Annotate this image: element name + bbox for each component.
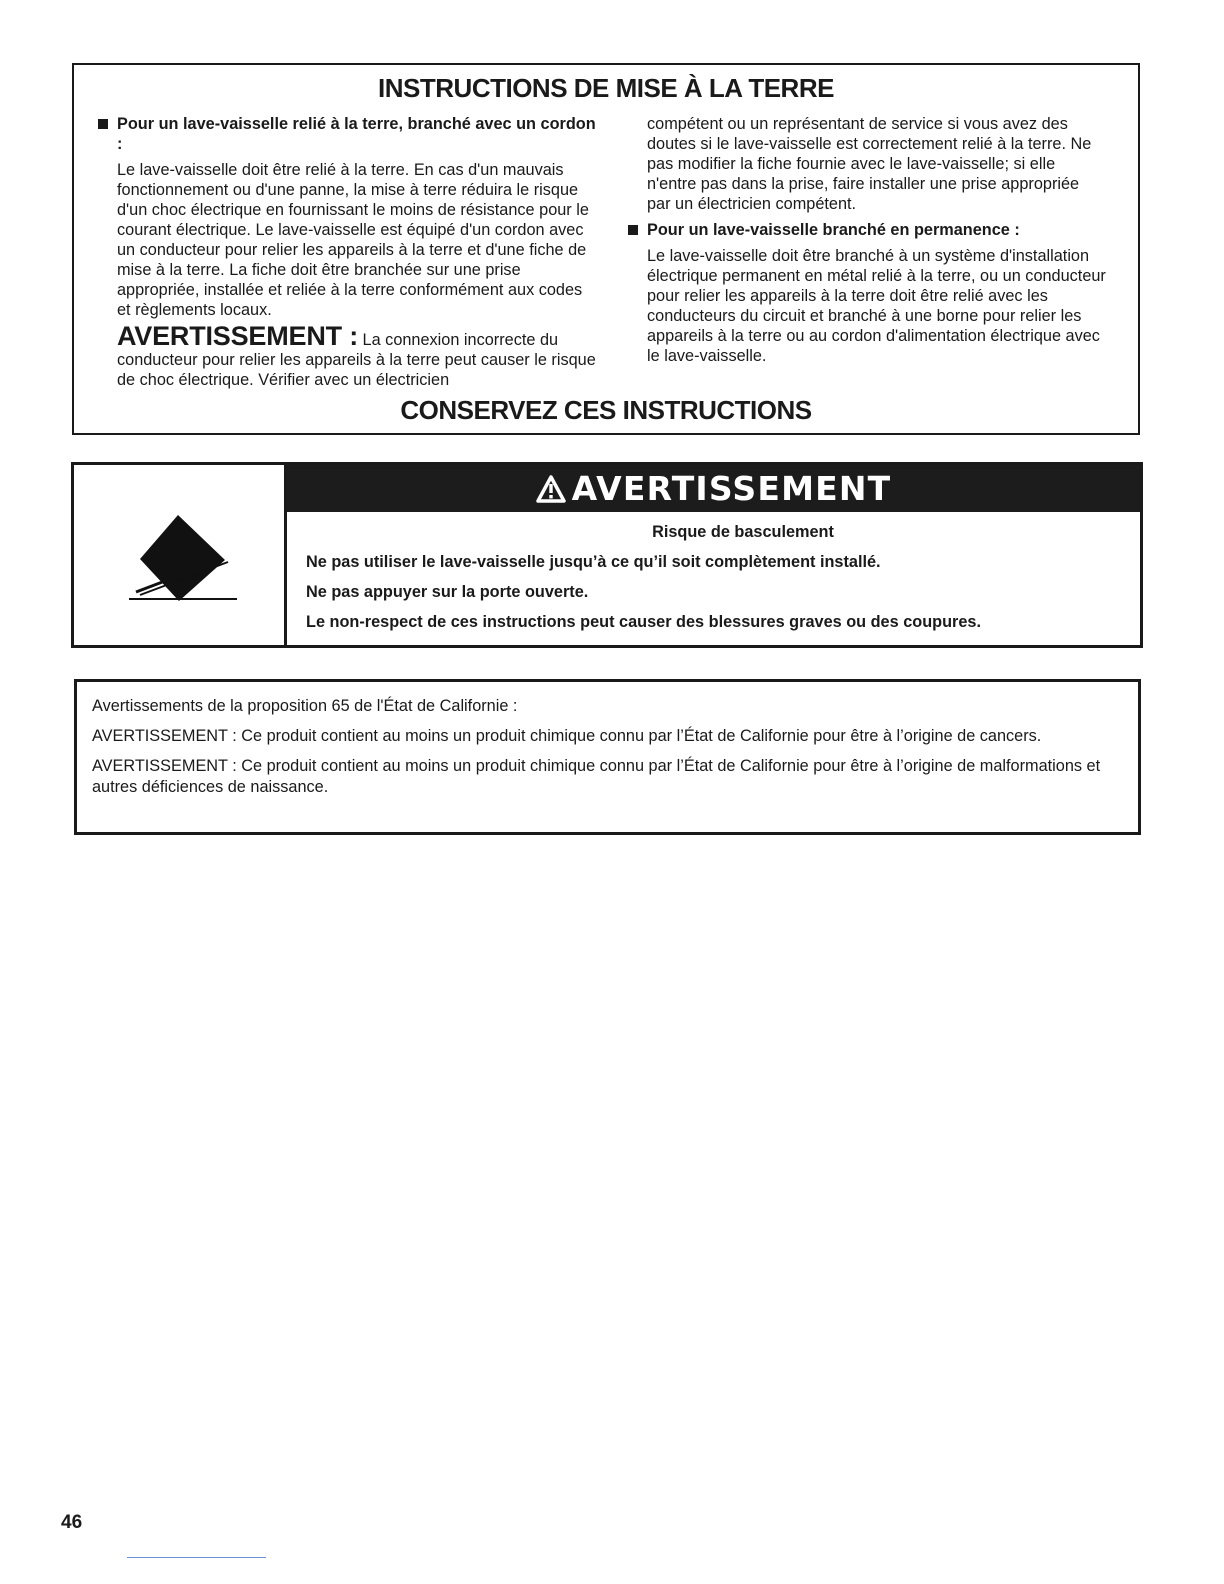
square-bullet-icon	[98, 119, 108, 129]
tip-over-warning-text	[306, 523, 1120, 643]
grounding-right-column	[626, 114, 1106, 366]
prop65-cancer-warning: AVERTISSEMENT : Ce produit contient au moins un produit chimique connu par l’État de Californie pour être à l’origine de cancers.	[92, 727, 1042, 745]
tip-over-subtitle: Risque de basculement	[652, 523, 834, 541]
warning-triangle-icon	[536, 475, 566, 503]
cord-connected-heading-text: Pour un lave-vaisselle relié à la terre, branché avec un cordon :	[117, 115, 596, 153]
prop65-text	[92, 696, 1108, 807]
warning-text: La connexion incorrecte du conducteur pour relier les appareils à la terre peut causer le risque de choc électrique. Vérifier avec un électricien	[117, 331, 596, 389]
page-number: 46	[61, 1512, 83, 1533]
prop65-heading: Avertissements de la proposition 65 de l'État de Californie :	[92, 697, 518, 715]
warning-label: AVERTISSEMENT :	[117, 321, 359, 351]
tip-over-line-1: Ne pas utiliser le lave-vaisselle jusqu’à ce qu’il soit complètement installé.	[306, 553, 881, 571]
prop65-warning-box	[74, 679, 1141, 835]
tip-over-icon-area	[74, 465, 287, 645]
cord-connected-body: Le lave-vaisselle doit être relié à la terre. En cas d'un mauvais fonctionnement ou d'une panne, la mise à terre réduira le risque d'un choc électrique en fournissant le moins de résistance pour le courant électrique. Le lave-vaisselle est équipé d'un cordon avec un conducteur pour relier les appareils à la terre et d'une fiche de mise à la terre. La fiche doit être branchée sur une prise appropriée, installée et reliée à la terre conformément aux codes et règlements locaux.	[117, 161, 589, 319]
incorrect-connection-warning	[96, 321, 596, 390]
save-instructions-footer: CONSERVEZ CES INSTRUCTIONS	[400, 395, 812, 425]
permanent-connection-heading	[626, 220, 1106, 240]
warning-header-text: AVERTISSEMENT	[571, 469, 892, 508]
warning-header	[287, 465, 1140, 512]
grounding-instructions-box	[72, 63, 1140, 435]
prop65-birth-defects-warning: AVERTISSEMENT : Ce produit contient au moins un produit chimique connu par l’État de Californie pour être à l’origine de malformations et autres déficiences de naissance.	[92, 757, 1101, 796]
square-bullet-icon	[628, 225, 638, 235]
permanent-connection-body: Le lave-vaisselle doit être branché à un système d'installation électrique permanent en métal relié à la terre, ou un conducteur pour relier les appareils à la terre doit être relié avec les conducteurs du circuit et branché à une borne pour relier les appareils à la terre ou au cordon d'alimentation électrique avec le lave-vaisselle.	[647, 247, 1106, 365]
tip-over-hazard-icon	[74, 465, 284, 645]
cord-connected-heading	[96, 114, 596, 154]
tip-over-line-3: Le non-respect de ces instructions peut causer des blessures graves ou des coupures.	[306, 613, 981, 631]
tip-over-line-2: Ne pas appuyer sur la porte ouverte.	[306, 583, 589, 601]
grounding-title: INSTRUCTIONS DE MISE À LA TERRE	[378, 73, 834, 103]
footer-rule	[127, 1557, 266, 1558]
tip-over-warning-box	[71, 462, 1143, 648]
grounding-left-column	[96, 114, 596, 390]
permanent-connection-heading-text: Pour un lave-vaisselle branché en permanence :	[647, 221, 1020, 239]
continuation-text: compétent ou un représentant de service si vous avez des doutes si le lave-vaisselle est correctement relié à la terre. Ne pas modifier la fiche fournie avec le lave-vaisselle; si elle n'entre pas dans la prise, faire installer une prise appropriée par un électricien compétent.	[647, 115, 1092, 213]
